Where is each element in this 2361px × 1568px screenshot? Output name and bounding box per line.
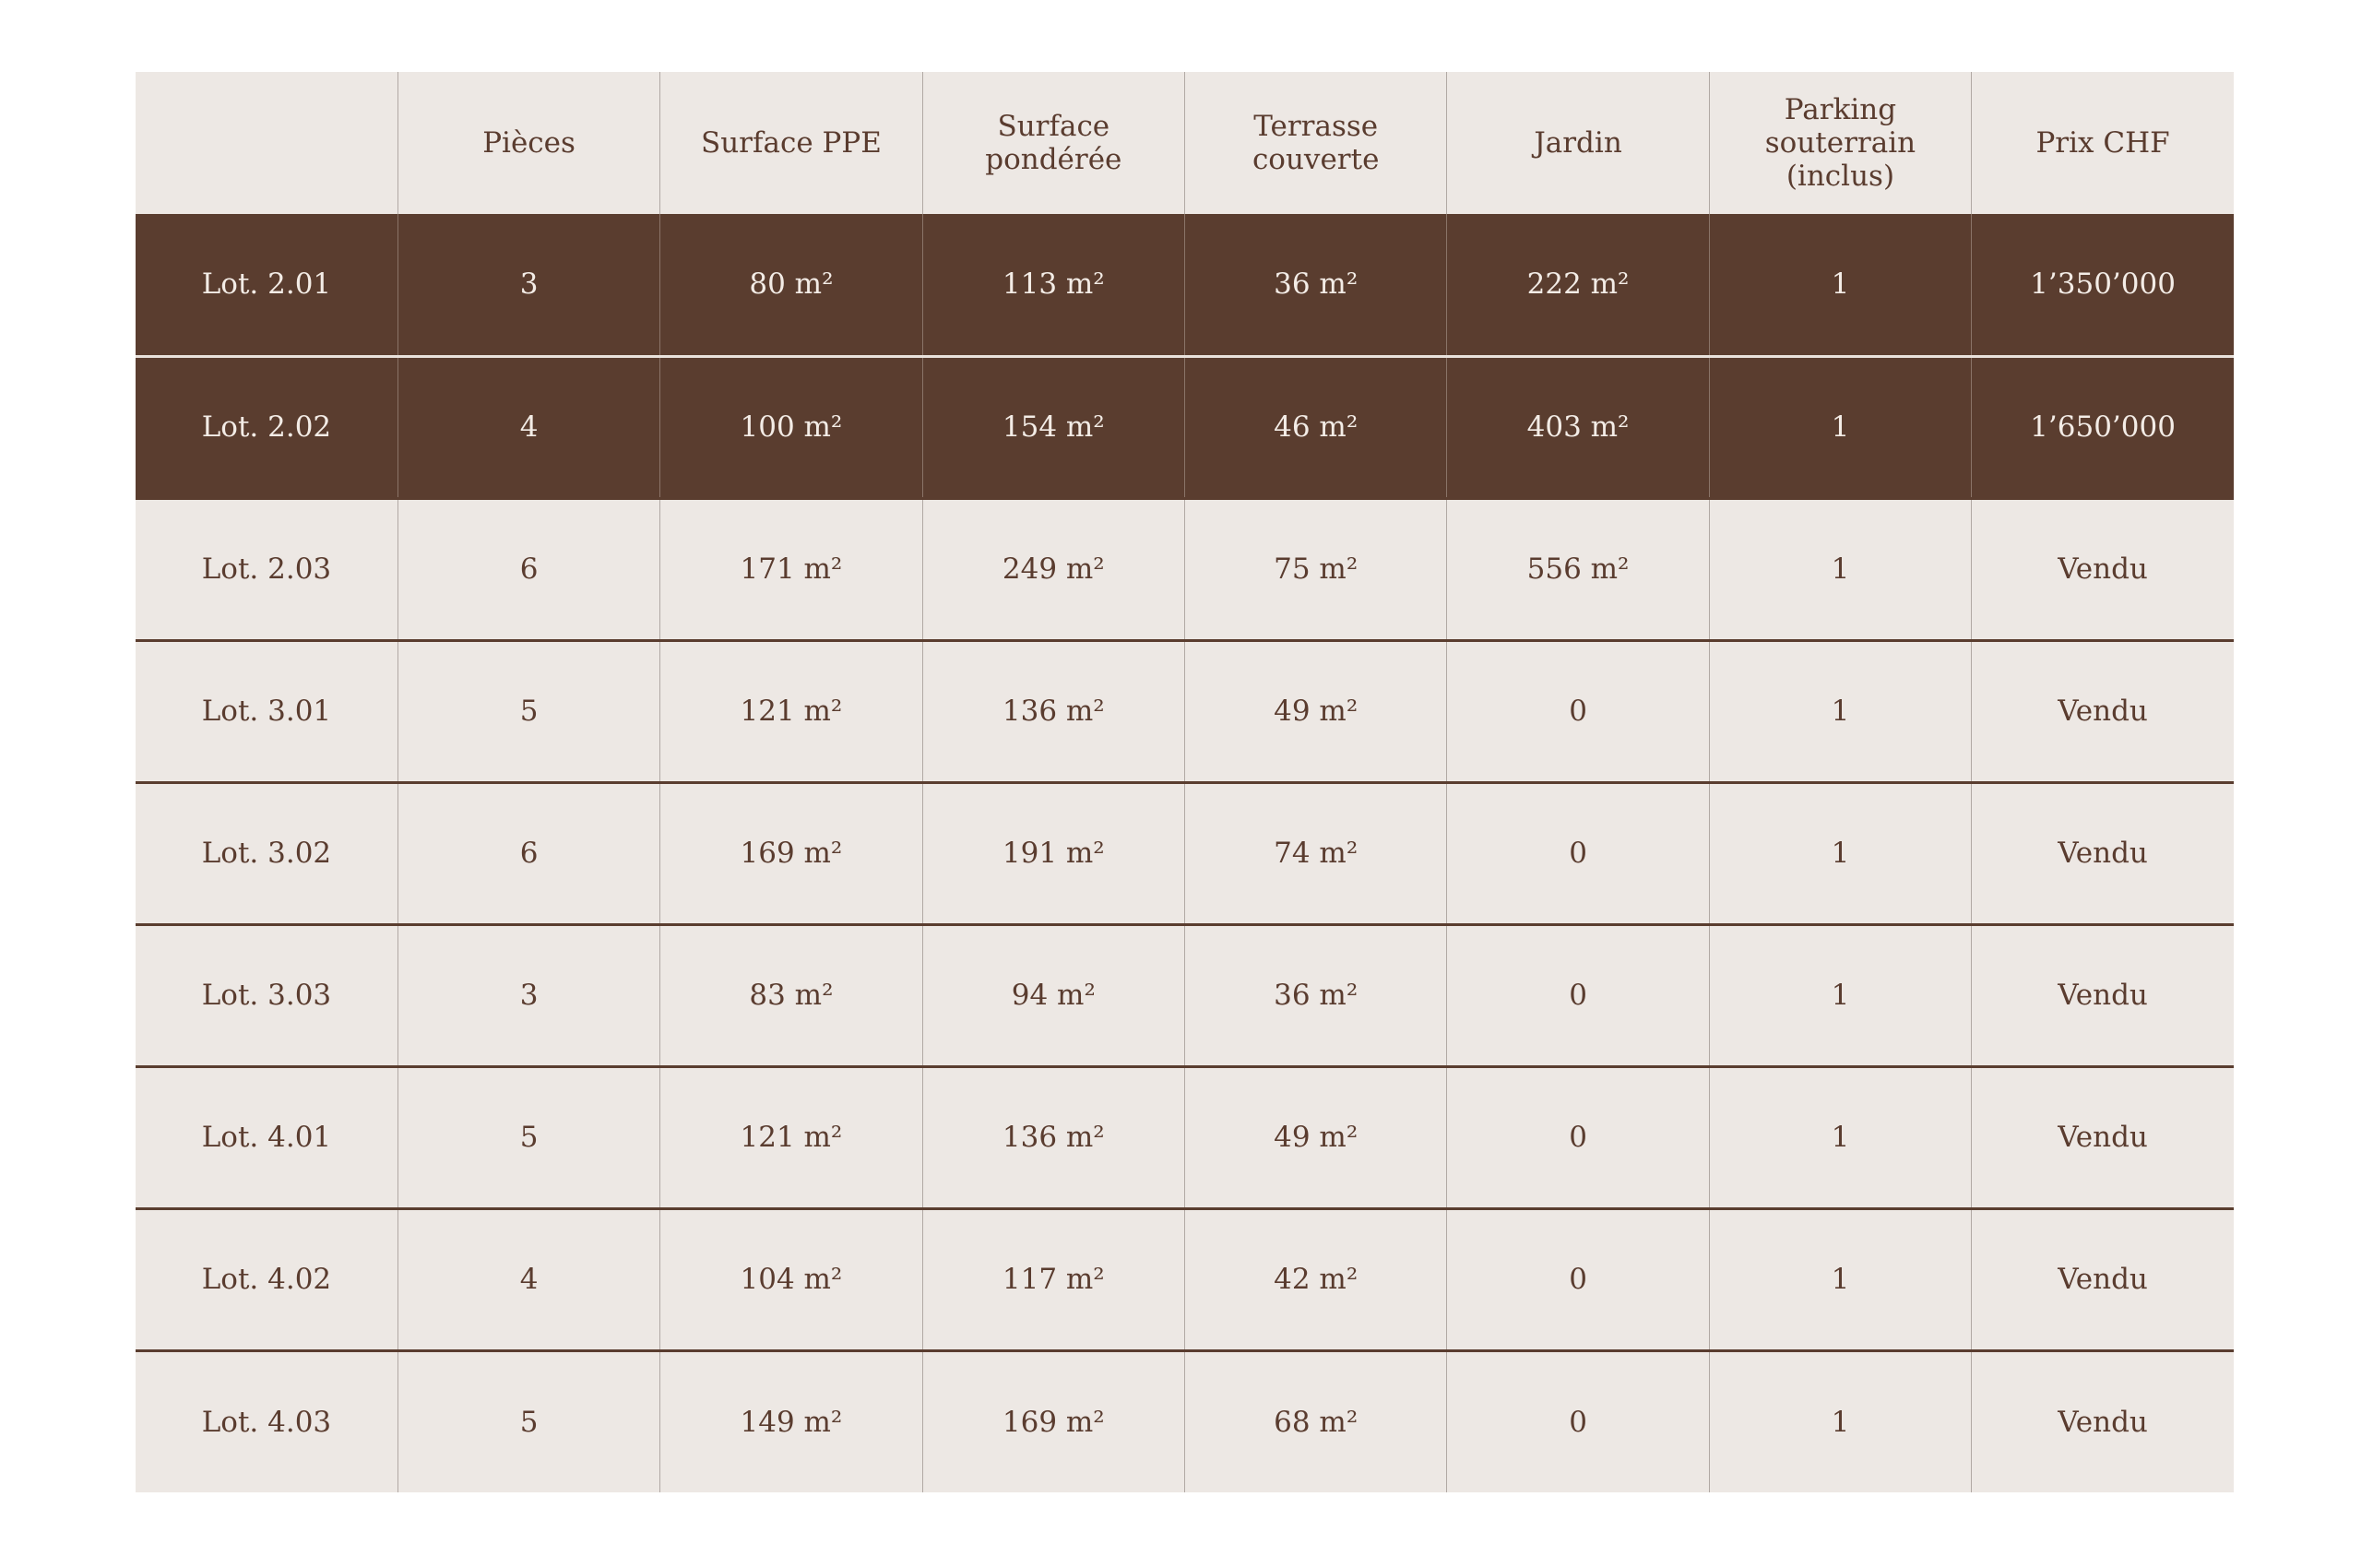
cell-prix: Vendu (1972, 1350, 2234, 1492)
cell-surface-ppe: 121 m² (660, 640, 922, 782)
header-terrasse-couverte: Terrasse couverte (1185, 72, 1447, 214)
header-row (136, 72, 2234, 214)
cell-surface-ppe: 80 m² (660, 214, 922, 356)
cell-terrasse-couverte: 46 m² (1185, 356, 1447, 498)
cell-prix: 1’350’000 (1972, 214, 2234, 356)
cell-pieces: 3 (397, 214, 659, 356)
cell-surface-ppe: 169 m² (660, 782, 922, 924)
cell-surface-ponderee: 94 m² (922, 924, 1184, 1066)
table-row (136, 1066, 2234, 1208)
table-row (136, 1208, 2234, 1350)
table-row (136, 924, 2234, 1066)
cell-parking: 1 (1709, 1350, 1971, 1492)
header-lot (136, 72, 397, 214)
cell-prix: Vendu (1972, 640, 2234, 782)
cell-jardin: 0 (1447, 1066, 1709, 1208)
table-row (136, 640, 2234, 782)
cell-pieces: 3 (397, 924, 659, 1066)
cell-parking: 1 (1709, 640, 1971, 782)
cell-terrasse-couverte: 75 m² (1185, 498, 1447, 640)
table-row (136, 356, 2234, 498)
cell-lot: Lot. 3.01 (136, 640, 397, 782)
header-parking: Parking souterrain (inclus) (1709, 72, 1971, 214)
cell-surface-ponderee: 154 m² (922, 356, 1184, 498)
cell-terrasse-couverte: 36 m² (1185, 214, 1447, 356)
cell-jardin: 0 (1447, 1208, 1709, 1350)
cell-surface-ponderee: 136 m² (922, 1066, 1184, 1208)
cell-prix: Vendu (1972, 782, 2234, 924)
cell-surface-ppe: 83 m² (660, 924, 922, 1066)
cell-lot: Lot. 2.03 (136, 498, 397, 640)
cell-pieces: 5 (397, 1066, 659, 1208)
header-pieces: Pièces (397, 72, 659, 214)
cell-pieces: 4 (397, 1208, 659, 1350)
lots-table-container (136, 72, 2234, 1492)
cell-parking: 1 (1709, 214, 1971, 356)
cell-surface-ppe: 121 m² (660, 1066, 922, 1208)
cell-jardin: 0 (1447, 924, 1709, 1066)
cell-prix: Vendu (1972, 924, 2234, 1066)
cell-prix: Vendu (1972, 1208, 2234, 1350)
cell-surface-ppe: 171 m² (660, 498, 922, 640)
cell-terrasse-couverte: 49 m² (1185, 640, 1447, 782)
cell-lot: Lot. 4.02 (136, 1208, 397, 1350)
cell-lot: Lot. 3.02 (136, 782, 397, 924)
table-row (136, 214, 2234, 356)
cell-terrasse-couverte: 74 m² (1185, 782, 1447, 924)
cell-terrasse-couverte: 42 m² (1185, 1208, 1447, 1350)
cell-surface-ppe: 100 m² (660, 356, 922, 498)
cell-pieces: 5 (397, 640, 659, 782)
cell-jardin: 222 m² (1447, 214, 1709, 356)
cell-terrasse-couverte: 68 m² (1185, 1350, 1447, 1492)
cell-terrasse-couverte: 36 m² (1185, 924, 1447, 1066)
table-row (136, 782, 2234, 924)
cell-prix: 1’650’000 (1972, 356, 2234, 498)
cell-lot: Lot. 3.03 (136, 924, 397, 1066)
cell-jardin: 403 m² (1447, 356, 1709, 498)
cell-pieces: 6 (397, 782, 659, 924)
cell-surface-ponderee: 169 m² (922, 1350, 1184, 1492)
cell-surface-ppe: 104 m² (660, 1208, 922, 1350)
cell-prix: Vendu (1972, 498, 2234, 640)
cell-parking: 1 (1709, 924, 1971, 1066)
cell-jardin: 556 m² (1447, 498, 1709, 640)
cell-surface-ponderee: 136 m² (922, 640, 1184, 782)
cell-parking: 1 (1709, 498, 1971, 640)
table-body (136, 214, 2234, 1492)
cell-terrasse-couverte: 49 m² (1185, 1066, 1447, 1208)
cell-parking: 1 (1709, 1208, 1971, 1350)
cell-jardin: 0 (1447, 640, 1709, 782)
table-row (136, 498, 2234, 640)
cell-lot: Lot. 2.01 (201, 267, 332, 302)
table-header (136, 72, 2234, 214)
table-row (136, 1350, 2234, 1492)
cell-lot: Lot. 4.03 (136, 1350, 397, 1492)
cell-jardin: 0 (1447, 1350, 1709, 1492)
cell-jardin: 0 (1447, 782, 1709, 924)
cell-surface-ponderee: 249 m² (922, 498, 1184, 640)
lots-price-table (136, 72, 2234, 1492)
cell-pieces: 6 (397, 498, 659, 640)
header-surface-ponderee: Surface pondérée (922, 72, 1184, 214)
cell-parking: 1 (1709, 782, 1971, 924)
cell-lot: Lot. 4.01 (136, 1066, 397, 1208)
header-jardin: Jardin (1447, 72, 1709, 214)
cell-parking: 1 (1709, 356, 1971, 498)
cell-surface-ppe: 149 m² (660, 1350, 922, 1492)
cell-pieces: 5 (397, 1350, 659, 1492)
cell-lot: Lot. 2.02 (136, 356, 397, 498)
cell-pieces: 4 (397, 356, 659, 498)
cell-prix: Vendu (1972, 1066, 2234, 1208)
cell-surface-ponderee: 191 m² (922, 782, 1184, 924)
cell-surface-ponderee: 117 m² (922, 1208, 1184, 1350)
header-surface-ppe: Surface PPE (660, 72, 922, 214)
cell-parking: 1 (1709, 1066, 1971, 1208)
cell-surface-ponderee: 113 m² (922, 214, 1184, 356)
header-prix: Prix CHF (1972, 72, 2234, 214)
